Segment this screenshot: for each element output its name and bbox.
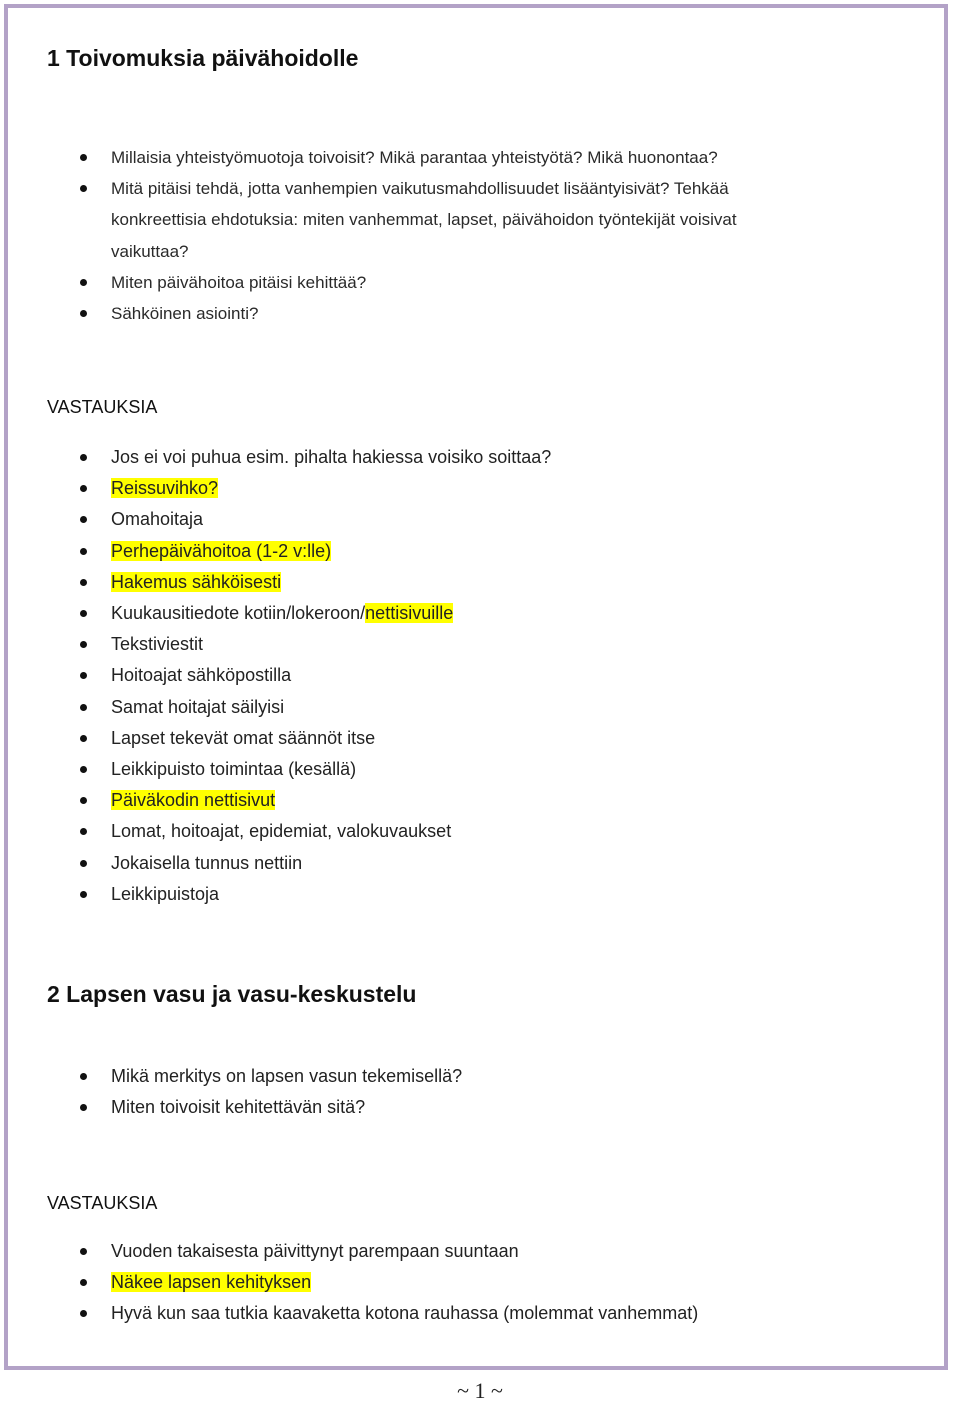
list-item: Miten päivähoitoa pitäisi kehittää? bbox=[0, 267, 900, 298]
highlighted-text: Päiväkodin nettisivut bbox=[111, 790, 276, 811]
list-item-text: Kuukausitiedote kotiin/lokeroon/ bbox=[111, 603, 366, 624]
section-1-questions bbox=[0, 142, 900, 329]
list-item: Miten toivoisit kehitettävän sitä? bbox=[0, 1092, 900, 1123]
highlighted-text: nettisivuille bbox=[365, 603, 454, 624]
list-item: Lapset tekevät omat säännöt itse bbox=[0, 723, 900, 754]
list-item: Hyvä kun saa tutkia kaavaketta kotona rauhassa (molemmat vanhemmat) bbox=[0, 1298, 900, 1329]
list-item: Mikä merkitys on lapsen vasun tekemisellä? bbox=[0, 1061, 900, 1092]
section-2-answers-label: VASTAUKSIA bbox=[47, 1193, 158, 1213]
highlighted-text: Perhepäivähoitoa (1-2 v:lle) bbox=[111, 540, 332, 561]
list-item: Lomat, hoitoajat, epidemiat, valokuvaukset bbox=[0, 816, 900, 847]
list-item: Hoitoajat sähköpostilla bbox=[0, 660, 900, 691]
list-item: Omahoitaja bbox=[0, 504, 900, 535]
section-2-questions bbox=[0, 1061, 900, 1123]
section-1-answers-label: VASTAUKSIA bbox=[47, 397, 158, 417]
section-1-answers bbox=[0, 442, 900, 910]
section-2-answers bbox=[0, 1236, 900, 1330]
list-item: Leikkipuistoja bbox=[0, 879, 900, 910]
highlighted-text: Näkee lapsen kehityksen bbox=[111, 1272, 312, 1293]
list-item: Jos ei voi puhua esim. pihalta hakiessa voisiko soittaa? bbox=[0, 442, 900, 473]
list-item bbox=[0, 473, 900, 504]
list-item bbox=[0, 785, 900, 816]
list-item bbox=[0, 567, 900, 598]
list-item: Jokaisella tunnus nettiin bbox=[0, 848, 900, 879]
list-item: Sähköinen asiointi? bbox=[0, 298, 900, 329]
page-number: ~ 1 ~ bbox=[457, 1378, 503, 1403]
highlighted-text: Reissuvihko? bbox=[111, 478, 219, 499]
list-item: Mitä pitäisi tehdä, jotta vanhempien vaikutusmahdollisuudet lisääntyisivät? Tehkää konkreettisia ehdotuksia: miten vanhemmat, lapset, päivähoidon työntekijät voisivat vaikuttaa? bbox=[0, 173, 900, 267]
list-item: Millaisia yhteistyömuotoja toivoisit? Mikä parantaa yhteistyötä? Mikä huonontaa? bbox=[0, 142, 900, 173]
section-1-heading: 1 Toivomuksia päivähoidolle bbox=[47, 45, 359, 71]
list-item bbox=[0, 598, 900, 629]
list-item: Leikkipuisto toimintaa (kesällä) bbox=[0, 754, 900, 785]
list-item bbox=[0, 536, 900, 567]
list-item: Vuoden takaisesta päivittynyt parempaan suuntaan bbox=[0, 1236, 900, 1267]
list-item: Tekstiviestit bbox=[0, 629, 900, 660]
highlighted-text: Hakemus sähköisesti bbox=[111, 571, 282, 592]
list-item bbox=[0, 1267, 900, 1298]
section-2-heading: 2 Lapsen vasu ja vasu-keskustelu bbox=[47, 981, 417, 1007]
list-item: Samat hoitajat säilyisi bbox=[0, 692, 900, 723]
